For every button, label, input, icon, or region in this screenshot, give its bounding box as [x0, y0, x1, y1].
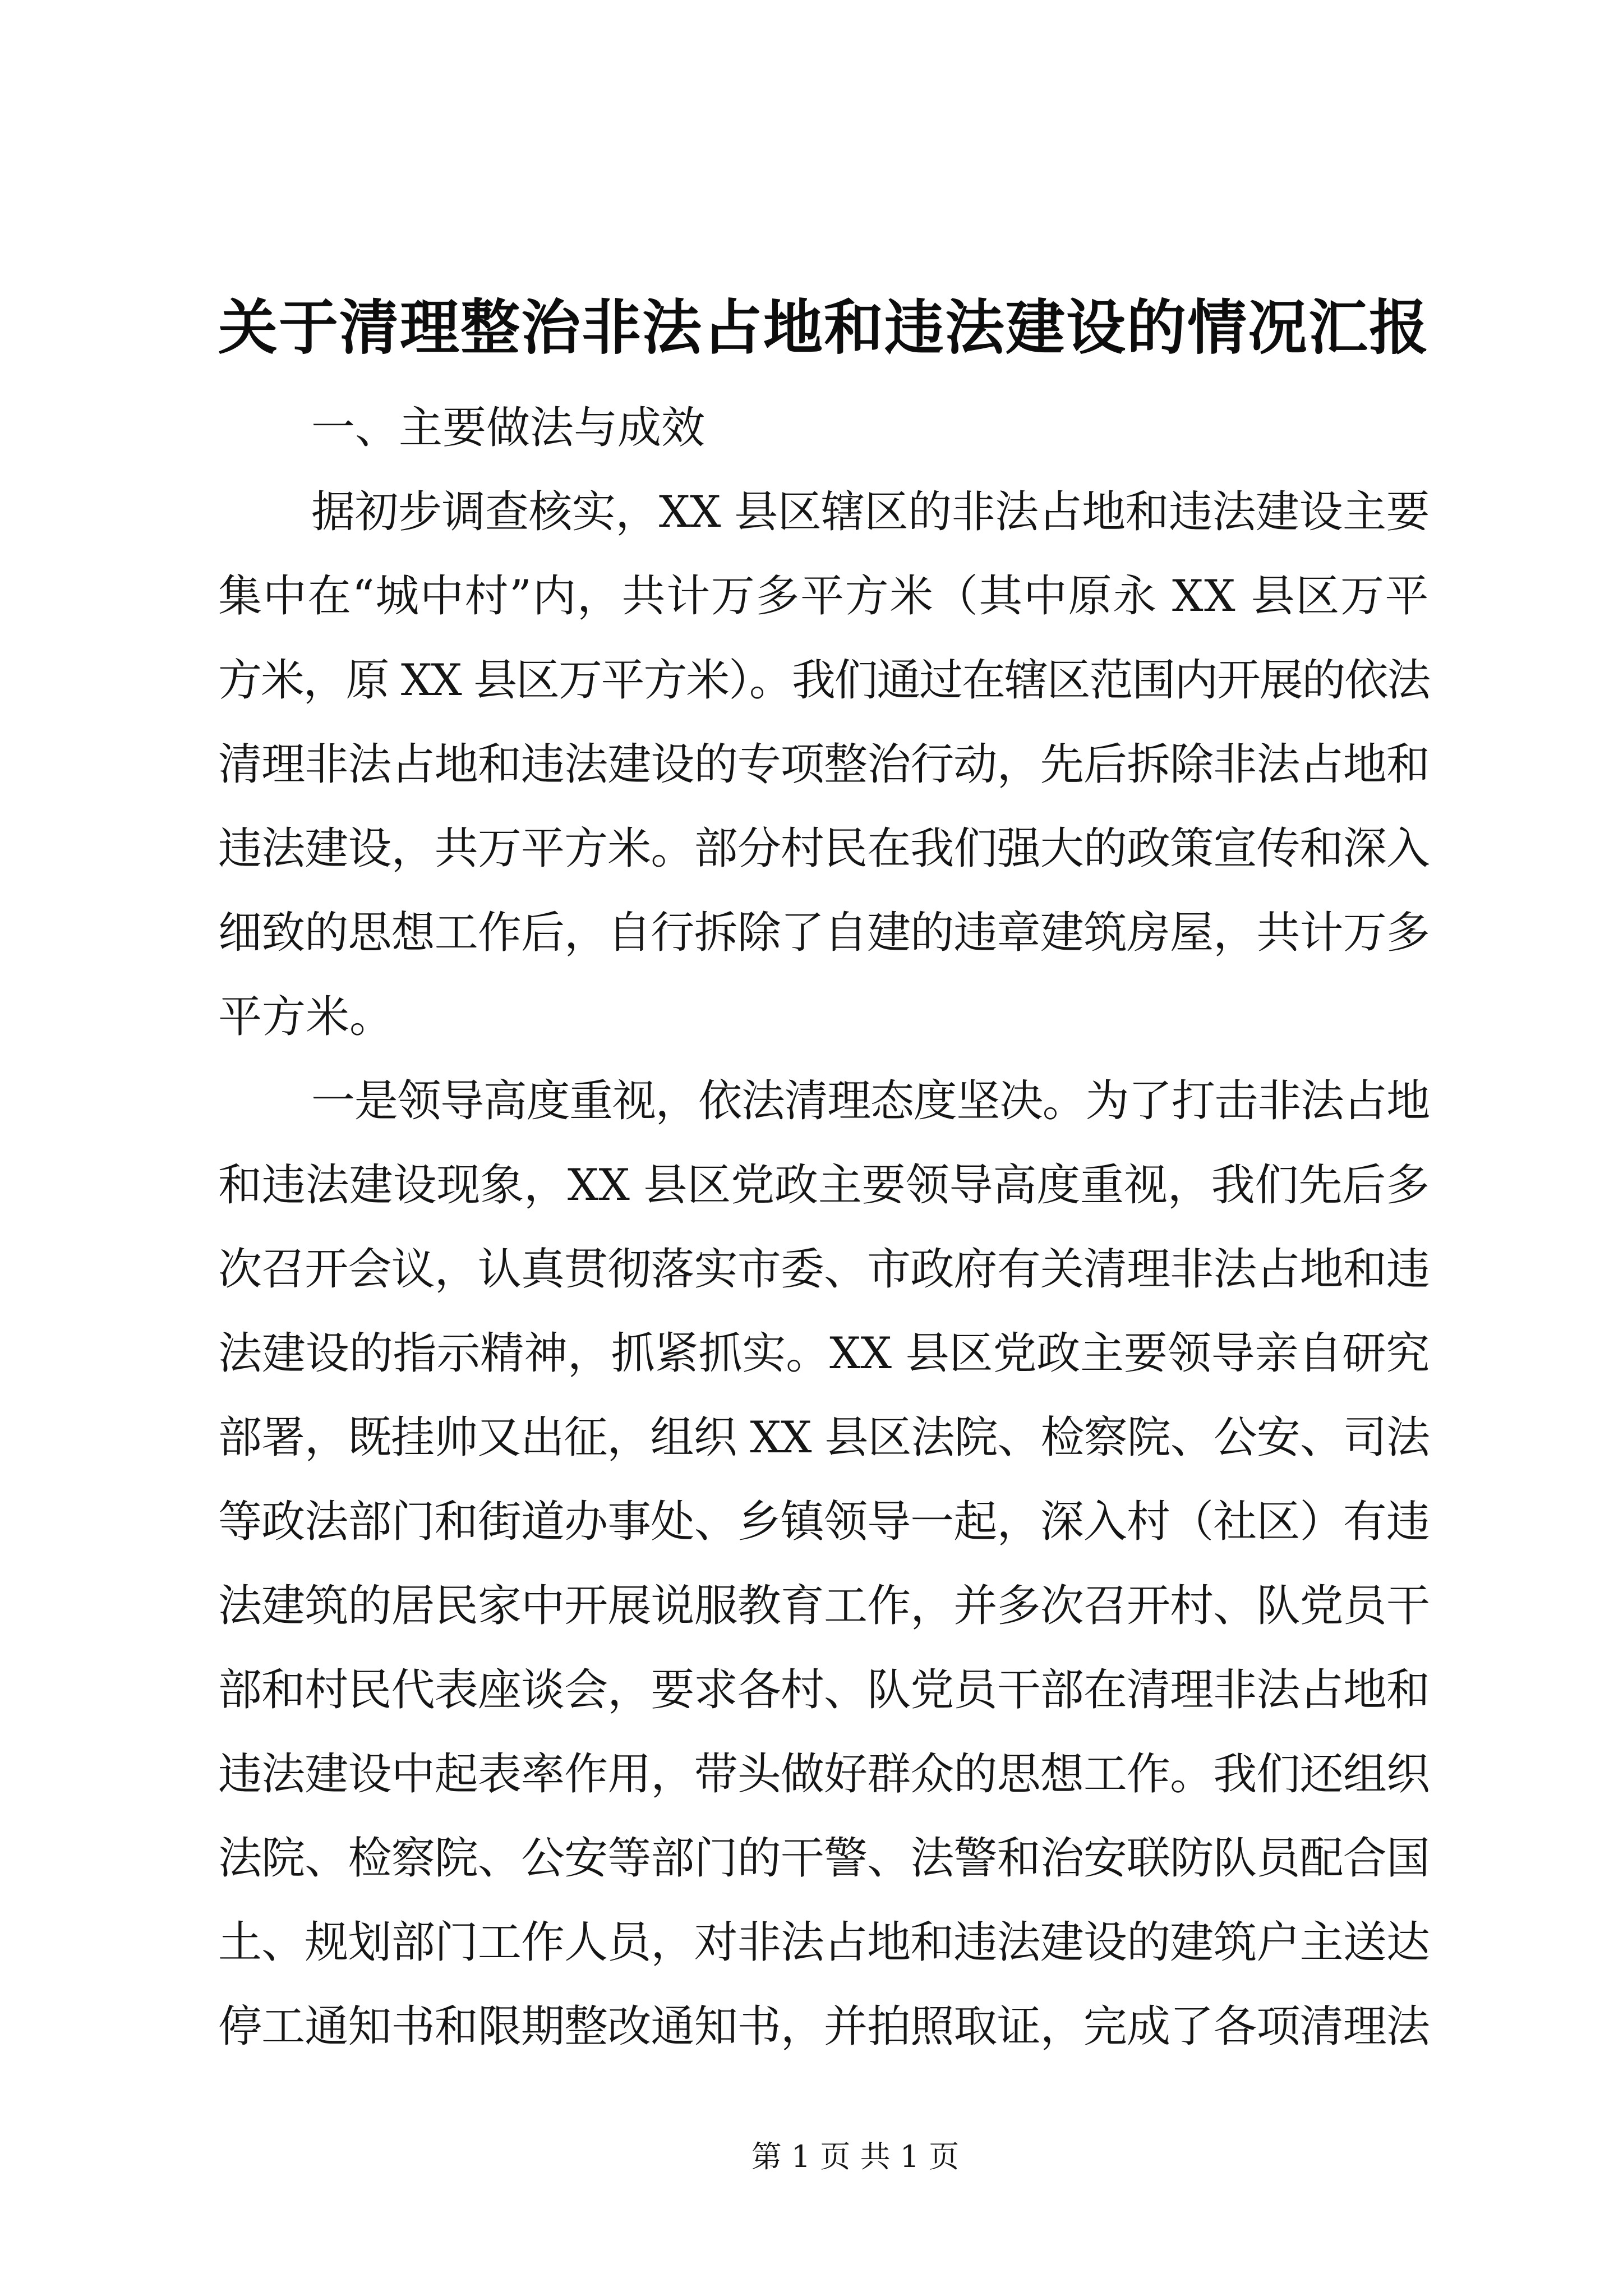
- text-line-content: 部和村民代表座谈会，要求各村、队党员干部在清理非法占地和: [218, 1665, 1430, 1715]
- text-line: [218, 1312, 1430, 1396]
- paragraph-2: [218, 1059, 1430, 2069]
- text-line-content: 部署，既挂帅又出征，组织 XX 县区法院、检察院、公安、司法: [218, 1412, 1430, 1463]
- document-body: [218, 386, 1430, 2069]
- text-line-content: 违法建设，共万平方米。部分村民在我们强大的政策宣传和深入: [218, 823, 1430, 874]
- section-heading-text: 一、主要做法与成效: [311, 403, 706, 453]
- text-line: [218, 1816, 1430, 1901]
- text-line: [218, 638, 1430, 723]
- text-line-content: 违法建设中起表率作用，带头做好群众的思想工作。我们还组织: [218, 1749, 1430, 1800]
- text-line-content: 法建筑的居民家中开展说服教育工作，并多次召开村、队党员干: [218, 1581, 1430, 1631]
- text-line-content: 法院、检察院、公安等部门的干警、法警和治安联防队员配合国: [218, 1833, 1430, 1884]
- text-line: [218, 1396, 1430, 1480]
- text-line: [218, 1480, 1430, 1564]
- text-line: [218, 554, 1430, 638]
- page-number: 第 1 页 共 1 页: [751, 2139, 960, 2174]
- document-title-text: 关于清理整治非法占地和违法建设的情况汇报: [218, 292, 1430, 362]
- text-line-last: [218, 975, 1430, 1059]
- text-line-content: 等政法部门和街道办事处、乡镇领导一起，深入村（社区）有违: [218, 1497, 1430, 1547]
- text-line-content: 土、规划部门工作人员，对非法占地和违法建设的建筑户主送达: [218, 1917, 1430, 1968]
- text-line: [218, 1143, 1430, 1227]
- text-line-content: 次召开会议，认真贯彻落实市委、市政府有关清理非法占地和违: [218, 1244, 1430, 1295]
- text-line-content: 方米，原 XX 县区万平方米）。我们通过在辖区范围内开展的依法: [218, 655, 1430, 706]
- text-line-content: 一是领导高度重视，依法清理态度坚决。为了打击非法占地: [311, 1076, 1430, 1126]
- text-line: [218, 1648, 1430, 1732]
- text-line: [218, 1564, 1430, 1648]
- text-line: [218, 470, 1430, 554]
- text-line-content: 平方米。: [218, 992, 394, 1042]
- section-heading: [218, 386, 1430, 470]
- text-line: [218, 1732, 1430, 1816]
- paragraph-1: [218, 470, 1430, 1059]
- text-line: [218, 1059, 1430, 1143]
- text-line: [218, 807, 1430, 891]
- text-line-content: 停工通知书和限期整改通知书，并拍照取证，完成了各项清理法: [218, 2001, 1430, 2052]
- page-footer: [729, 2134, 981, 2179]
- text-line-content: 集中在“城中村”内，共计万多平方米（其中原永 XX 县区万平: [218, 571, 1430, 622]
- text-line: [218, 1985, 1430, 2069]
- text-line: [218, 723, 1430, 807]
- text-line: [218, 1901, 1430, 1985]
- text-line-content: 清理非法占地和违法建设的专项整治行动，先后拆除非法占地和: [218, 739, 1430, 790]
- text-line-content: 据初步调查核实，XX 县区辖区的非法占地和违法建设主要: [311, 487, 1430, 537]
- text-line: [218, 1227, 1430, 1312]
- text-line: [218, 891, 1430, 975]
- text-line-content: 细致的思想工作后，自行拆除了自建的违章建筑房屋，共计万多: [218, 908, 1430, 958]
- text-line-content: 法建设的指示精神，抓紧抓实。XX 县区党政主要领导亲自研究: [218, 1328, 1430, 1379]
- text-line-content: 和违法建设现象，XX 县区党政主要领导高度重视，我们先后多: [218, 1160, 1430, 1211]
- document-title: [218, 288, 1430, 367]
